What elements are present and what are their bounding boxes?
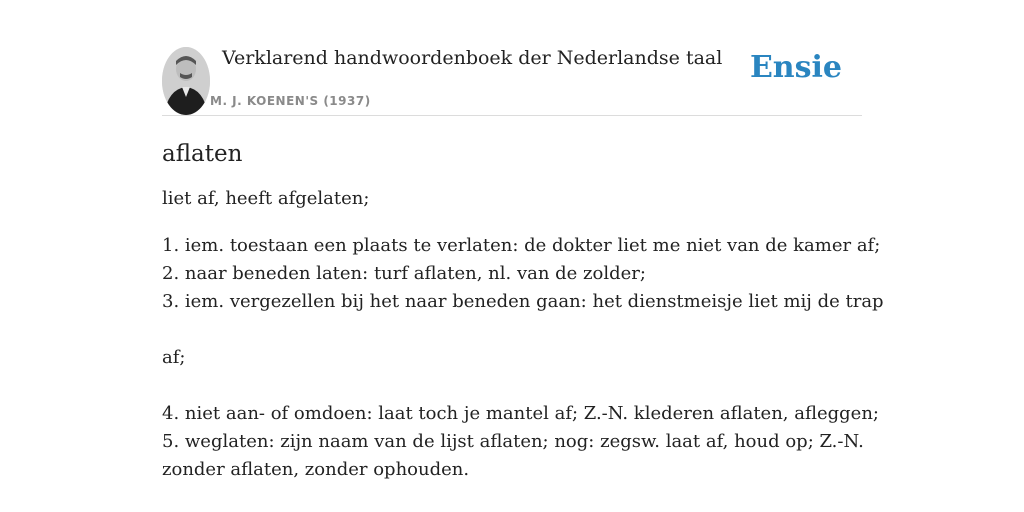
definition-4: 4. niet aan- of omdoen: laat toch je mantel af; Z.-N. klederen aflaten, afleggen;	[162, 403, 879, 424]
author-portrait-icon	[162, 47, 210, 115]
dictionary-header	[162, 44, 862, 116]
line-gap	[162, 372, 862, 400]
definition-1: 1. iem. toestaan een plaats te verlaten: de dokter liet me niet van de kamer af;	[162, 235, 881, 256]
entry-content	[162, 136, 884, 484]
definition-3-continued: af;	[162, 347, 186, 368]
book-title: Verklarend handwoordenboek der Nederlandse taal	[222, 47, 723, 69]
author-label: M. J. KOENEN'S (1937)	[210, 94, 371, 108]
grammar-forms: liet af, heeft afgelaten;	[162, 188, 370, 209]
definition-3: 3. iem. vergezellen bij het naar beneden gaan: het dienstmeisje liet mij de trap	[162, 291, 884, 312]
ensie-logo[interactable]: Ensie	[749, 50, 842, 85]
headword: aflaten	[162, 141, 243, 167]
definition-5: 5. weglaten: zijn naam van de lijst aflaten; nog: zegsw. laat af, houd op; Z.-N.	[162, 431, 864, 452]
definition-5-continued: zonder aflaten, zonder ophouden.	[162, 459, 470, 480]
definition-2: 2. naar beneden laten: turf aflaten, nl. van de zolder;	[162, 263, 646, 284]
line-gap	[162, 316, 862, 344]
